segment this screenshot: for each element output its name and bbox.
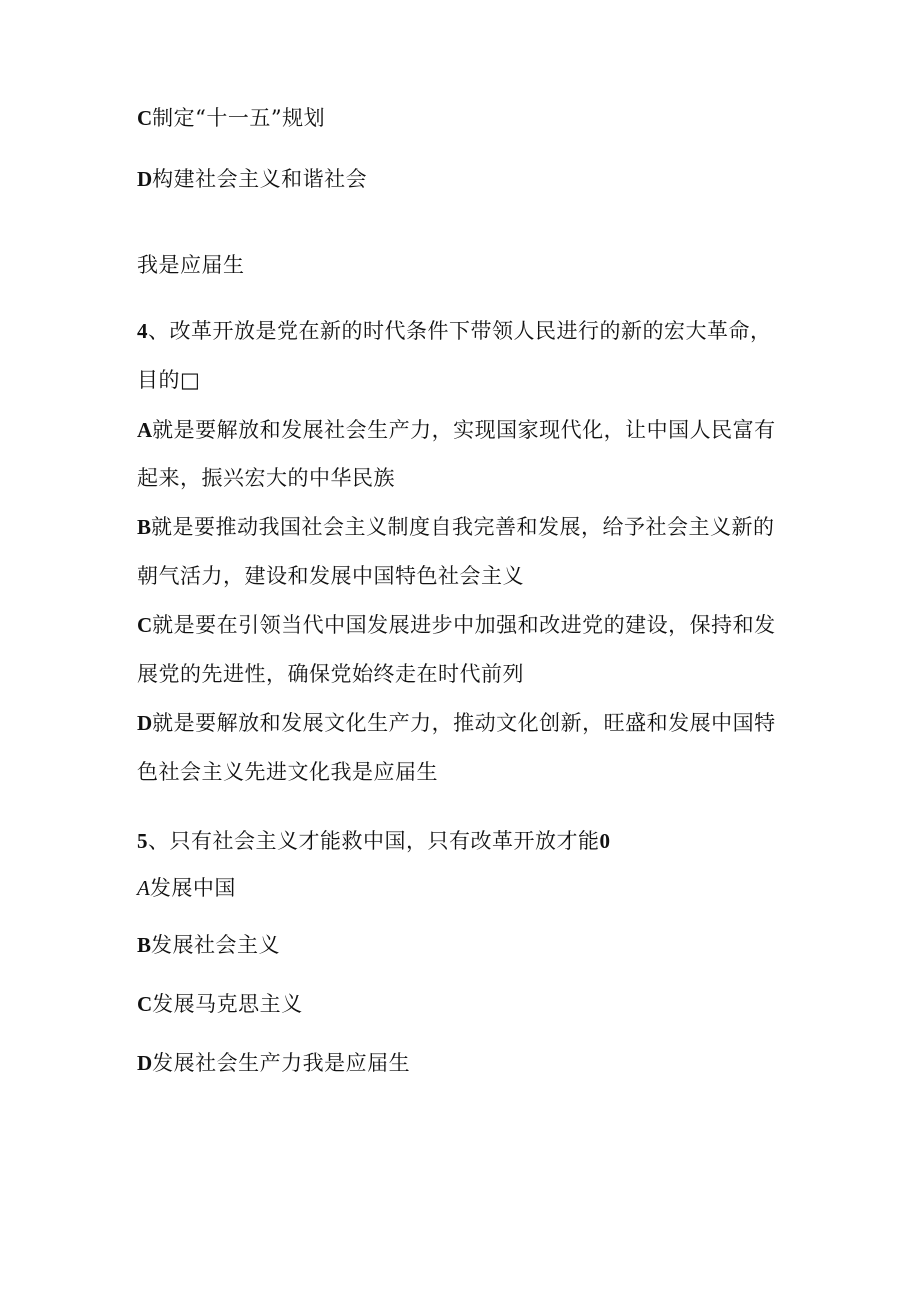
option-label: D	[137, 1051, 153, 1075]
option-text: 就是要解放和发展社会生产力，实现国家现代化，让中国人民富有	[152, 418, 776, 442]
q5-option-a	[137, 874, 797, 902]
option-label: B	[137, 515, 152, 539]
q4-option-d-line2: 色社会主义先进文化我是应届生	[137, 760, 438, 784]
option-label: C	[137, 613, 153, 637]
q4-stem-line1	[137, 317, 797, 345]
question-number: 5	[137, 829, 148, 853]
q4-option-b-line2: 朝气活力，建设和发展中国特色社会主义	[137, 564, 524, 588]
option-label: A	[137, 876, 150, 900]
q3-note: 我是应届生	[137, 253, 245, 277]
question-stem-end: 0	[599, 829, 611, 853]
q3-option-c	[137, 104, 797, 132]
option-text: 制定“十一五”规划	[152, 106, 326, 130]
option-label: C	[137, 992, 153, 1016]
q4-stem-line2: 目的□	[137, 368, 201, 392]
q4-option-a-line2: 起来，振兴宏大的中华民族	[137, 466, 395, 490]
option-label: B	[137, 933, 152, 957]
q4-option-b-line1	[137, 513, 797, 541]
q5-stem	[137, 827, 797, 855]
option-text: 发展社会生产力我是应届生	[152, 1051, 411, 1075]
option-text: 发展中国	[149, 876, 236, 900]
option-text: 就是要在引领当代中国发展进步中加强和改进党的建设，保持和发	[152, 613, 776, 637]
option-text: 构建社会主义和谐社会	[152, 167, 368, 191]
option-label: D	[137, 711, 153, 735]
q3-option-d	[137, 165, 797, 193]
option-label: C	[137, 106, 153, 130]
option-text: 就是要解放和发展文化生产力，推动文化创新，旺盛和发展中国特	[152, 711, 776, 735]
option-text: 就是要推动我国社会主义制度自我完善和发展，给予社会主义新的	[151, 515, 775, 539]
option-text: 发展社会主义	[151, 933, 281, 957]
q5-option-c	[137, 990, 797, 1018]
option-text: 发展马克思主义	[152, 992, 303, 1016]
question-stem: 、只有社会主义才能救中国，只有改革开放才能	[148, 829, 600, 853]
option-label: A	[137, 418, 153, 442]
option-label: D	[137, 167, 153, 191]
q5-option-b	[137, 931, 797, 959]
q4-option-a-line1	[137, 416, 797, 444]
question-stem: 、改革开放是党在新的时代条件下带领人民进行的新的宏大革命，	[148, 319, 772, 343]
q4-option-c-line2: 展党的先进性，确保党始终走在时代前列	[137, 662, 524, 686]
question-number: 4	[137, 319, 148, 343]
q4-option-c-line1	[137, 611, 797, 639]
q4-option-d-line1	[137, 709, 797, 737]
q5-option-d	[137, 1049, 797, 1077]
